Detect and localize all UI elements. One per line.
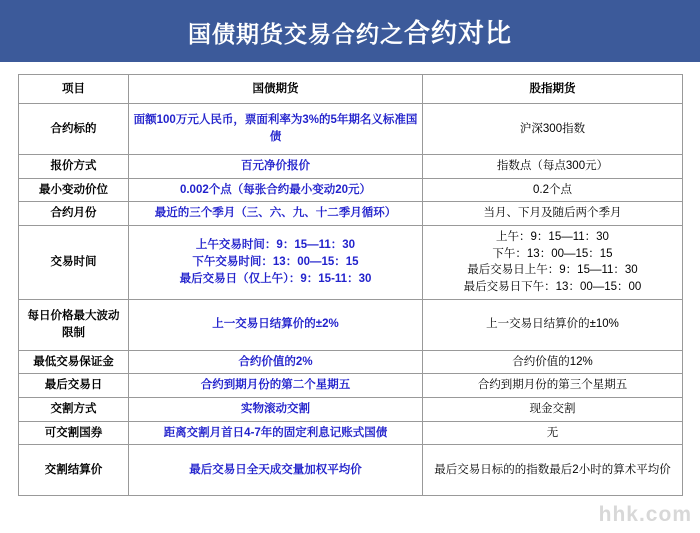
row-value-treasury: 百元净价报价 <box>129 155 423 179</box>
table-row <box>19 374 683 398</box>
row-value-index: 合约到期月份的第三个星期五 <box>423 374 683 398</box>
row-value-index <box>423 226 683 300</box>
trading-hours-line: 最后交易日下午：13：00—15：00 <box>463 281 642 294</box>
row-value-index: 现金交割 <box>423 398 683 422</box>
trading-hours-line: 上午：9：15—11：30 <box>496 231 609 244</box>
page-title-part1: 国债期货交易合约之 <box>187 21 404 47</box>
table-header-row <box>19 75 683 104</box>
page-title-part2: 合约对比 <box>403 18 512 48</box>
row-value-index: 0.2个点 <box>423 178 683 202</box>
row-value-index: 合约价值的12% <box>423 350 683 374</box>
table-row <box>19 350 683 374</box>
row-value-index: 上一交易日结算价的±10% <box>423 299 683 350</box>
trading-hours-line: 上午交易时间：9：15—11：30 <box>195 239 356 252</box>
row-value-treasury: 最近的三个季月（三、六、九、十二季月循环） <box>129 202 423 226</box>
row-value-treasury: 最后交易日全天成交量加权平均价 <box>129 445 423 496</box>
table-row <box>19 421 683 445</box>
trading-hours-line: 下午交易时间：13：00—15：15 <box>192 256 359 269</box>
row-label: 每日价格最大波动限制 <box>19 299 129 350</box>
table-row-trading-hours <box>19 226 683 300</box>
trading-hours-line: 下午：13：00—15：15 <box>492 247 613 260</box>
row-value-treasury: 合约价值的2% <box>129 350 423 374</box>
row-value-treasury <box>129 226 423 300</box>
row-value-treasury: 面额100万元人民币，票面利率为3%的5年期名义标准国债 <box>129 104 423 155</box>
table-row <box>19 398 683 422</box>
table-row <box>19 178 683 202</box>
row-label: 合约标的 <box>19 104 129 155</box>
row-value-treasury: 距离交割月首日4-7年的固定利息记账式国债 <box>129 421 423 445</box>
row-label: 可交割国券 <box>19 421 129 445</box>
row-value-treasury: 实物滚动交割 <box>129 398 423 422</box>
comparison-table <box>18 74 683 496</box>
row-label: 报价方式 <box>19 155 129 179</box>
trading-hours-line: 最后交易日（仅上午）：9：15-11：30 <box>179 272 372 285</box>
row-label: 交割结算价 <box>19 445 129 496</box>
column-header-treasury-futures: 国债期货 <box>129 75 423 104</box>
row-value-treasury: 上一交易日结算价的±2% <box>129 299 423 350</box>
page-header <box>0 0 700 62</box>
row-value-treasury: 0.002个点（每张合约最小变动20元） <box>129 178 423 202</box>
table-row <box>19 299 683 350</box>
table-row <box>19 445 683 496</box>
row-value-index: 沪深300指数 <box>423 104 683 155</box>
trading-hours-line: 最后交易日上午：9：15—11：30 <box>467 264 638 277</box>
row-label: 最后交易日 <box>19 374 129 398</box>
page-title <box>188 13 512 50</box>
row-value-index: 当月、下月及随后两个季月 <box>423 202 683 226</box>
row-value-index: 最后交易日标的的指数最后2小时的算术平均价 <box>423 445 683 496</box>
row-label: 交割方式 <box>19 398 129 422</box>
row-label: 最低交易保证金 <box>19 350 129 374</box>
column-header-index-futures: 股指期货 <box>423 75 683 104</box>
comparison-table-wrapper <box>0 62 700 496</box>
table-row <box>19 104 683 155</box>
row-value-treasury: 合约到期月份的第二个星期五 <box>129 374 423 398</box>
table-row <box>19 202 683 226</box>
table-row <box>19 155 683 179</box>
column-header-item: 项目 <box>19 75 129 104</box>
row-value-index: 无 <box>423 421 683 445</box>
row-label: 最小变动价位 <box>19 178 129 202</box>
row-label: 合约月份 <box>19 202 129 226</box>
row-value-index: 指数点（每点300元） <box>423 155 683 179</box>
row-label: 交易时间 <box>19 226 129 300</box>
watermark: hhk.com <box>598 503 692 526</box>
